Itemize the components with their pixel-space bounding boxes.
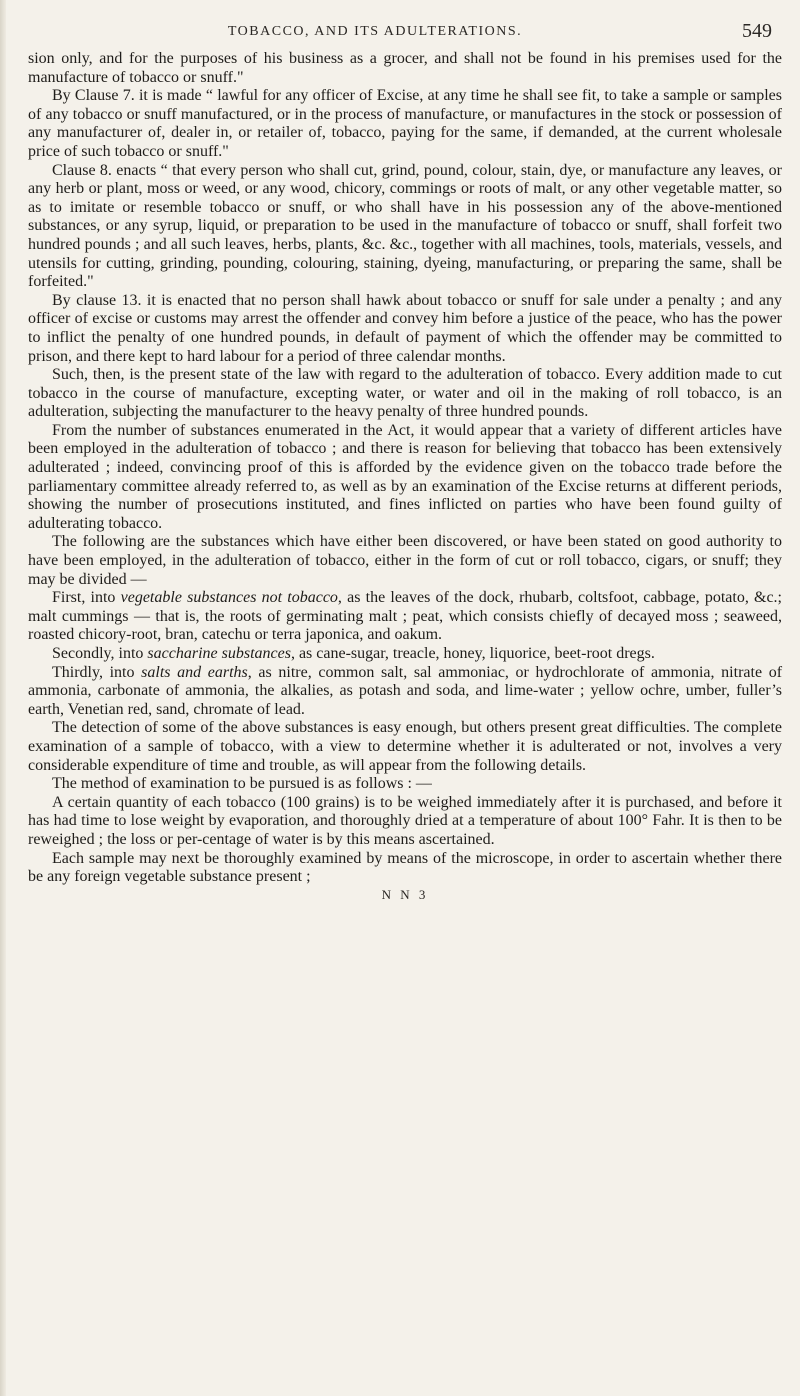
paragraph: A certain quantity of each tobacco (100 grains) is to be weighed immediately after it is purchased, and before it has had time to lose weight by evaporation, and thoroughly dried at a temperature of about 100° Fahr. It is then to be reweighed ; the loss or per-centage of water is by this means ascertained. [28, 793, 782, 848]
paragraph: Clause 8. enacts “ that every person who shall cut, grind, pound, colour, stain, dye, or manufacture any leaves, or any herb or plant, moss or weed, or any wood, chicory, commings or roots of malt, or any other vegetable matter, so as to imitate or resemble tobacco or snuff, or who shall have in his possession any of the above-mentioned substances, or any syrup, liquid, or preparation to be used in the manufacture of tobacco or snuff, shall forfeit two hundred pounds ; and all such leaves, herbs, plants, &c. &c., together with all machines, tools, materials, vessels, and utensils for cutting, grinding, pounding, colouring, staining, dyeing, manufacturing, or preparing the same, shall be forfeited." [28, 161, 782, 291]
paragraph: The following are the substances which have either been discovered, or have been stated on good authority to have been employed, in the adulteration of tobacco, either in the form of cut or roll tobacco, cigars, or snuff; they may be divided — [28, 533, 782, 588]
running-head: TOBACCO, AND ITS ADULTERATIONS. [227, 24, 523, 39]
paragraph: First, into vegetable substances not tobacco, as the leaves of the dock, rhubarb, coltsfoot, cabbage, potato, &c.; malt cummings — that is, the roots of germinating malt ; peat, which consists chiefly of decayed moss ; seaweed, roasted chicory-root, bran, catechu or terra japonica, and oakum. [28, 589, 783, 644]
italic-term: saccharine substances [147, 645, 291, 662]
paragraph: Secondly, into saccharine substances, as cane-sugar, treacle, honey, liquorice, beet-root dregs. [52, 645, 655, 662]
page-header [28, 20, 782, 46]
paragraph: The detection of some of the above substances is easy enough, but others present great difficulties. The complete examination of a sample of tobacco, with a view to determine whether it is adulterated or not, involves a very considerable expenditure of time and trouble, as will appear from the following details. [28, 719, 782, 774]
body-text [28, 50, 782, 887]
page-number: 549 [742, 20, 772, 42]
paragraph: The method of examination to be pursued is as follows : — [52, 775, 432, 793]
paragraph: By clause 13. it is enacted that no person shall hawk about tobacco or snuff for sale under a penalty ; and any officer of excise or customs may arrest the offender and convey him before a justice of the peace, who has the power to inflict the penalty of one hundred pounds, in default of payment of which the offender may be committed to prison, and there kept to hard labour for a period of three calendar months. [28, 291, 782, 365]
italic-term: vegetable substances not tobacco [120, 589, 338, 607]
paragraph: By Clause 7. it is made “ lawful for any officer of Excise, at any time he shall see fit, to take a sample or samples of any tobacco or snuff manufactured, or in the process of manufacture, or manufactures in the stock or possession of any manufacturer of, dealer in, or retailer of, tobacco, paying for the same, if demanded, at the current wholesale price of such tobacco or snuff." [28, 87, 782, 160]
printer-signature: N N 3 [381, 886, 429, 902]
paragraph: Thirdly, into salts and earths, as nitre, common salt, sal ammoniac, or hydrochlorate of ammonia, nitrate of ammonia, carbonate of ammonia, the alkalies, as potash and soda, and lime-water ; yellow ochre, umber, fuller’s earth, Venetian red, sand, chromate of lead. [28, 663, 783, 718]
italic-term: salts and earths [141, 663, 248, 681]
paragraph: From the number of substances enumerated in the Act, it would appear that a variety of different articles have been employed in the adulteration of tobacco ; and there is reason for believing that tobacco has been extensively adulterated ; indeed, convincing proof of this is afforded by the evidence given on the tobacco trade before the parliamentary committee already referred to, as well as by an examination of the Excise returns at different periods, showing the number of prosecutions instituted, and fines inflicted on parties who have been found guilty of adulterating tobacco. [28, 421, 782, 532]
page-binding-edge [0, 0, 6, 1396]
paragraph: Each sample may next be thoroughly examined by means of the microscope, in order to ascertain whether there be any foreign vegetable substance present ; [28, 849, 782, 886]
paragraph: sion only, and for the purposes of his business as a grocer, and shall not be found in his premises used for the manufacture of tobacco or snuff." [28, 50, 782, 86]
paragraph: Such, then, is the present state of the law with regard to the adulteration of tobacco. Every addition made to cut tobacco in the course of manufacture, excepting water, or water and oil in the making of roll tobacco, is an adulteration, subjecting the manufacturer to the heavy penalty of three hundred pounds. [28, 366, 782, 421]
